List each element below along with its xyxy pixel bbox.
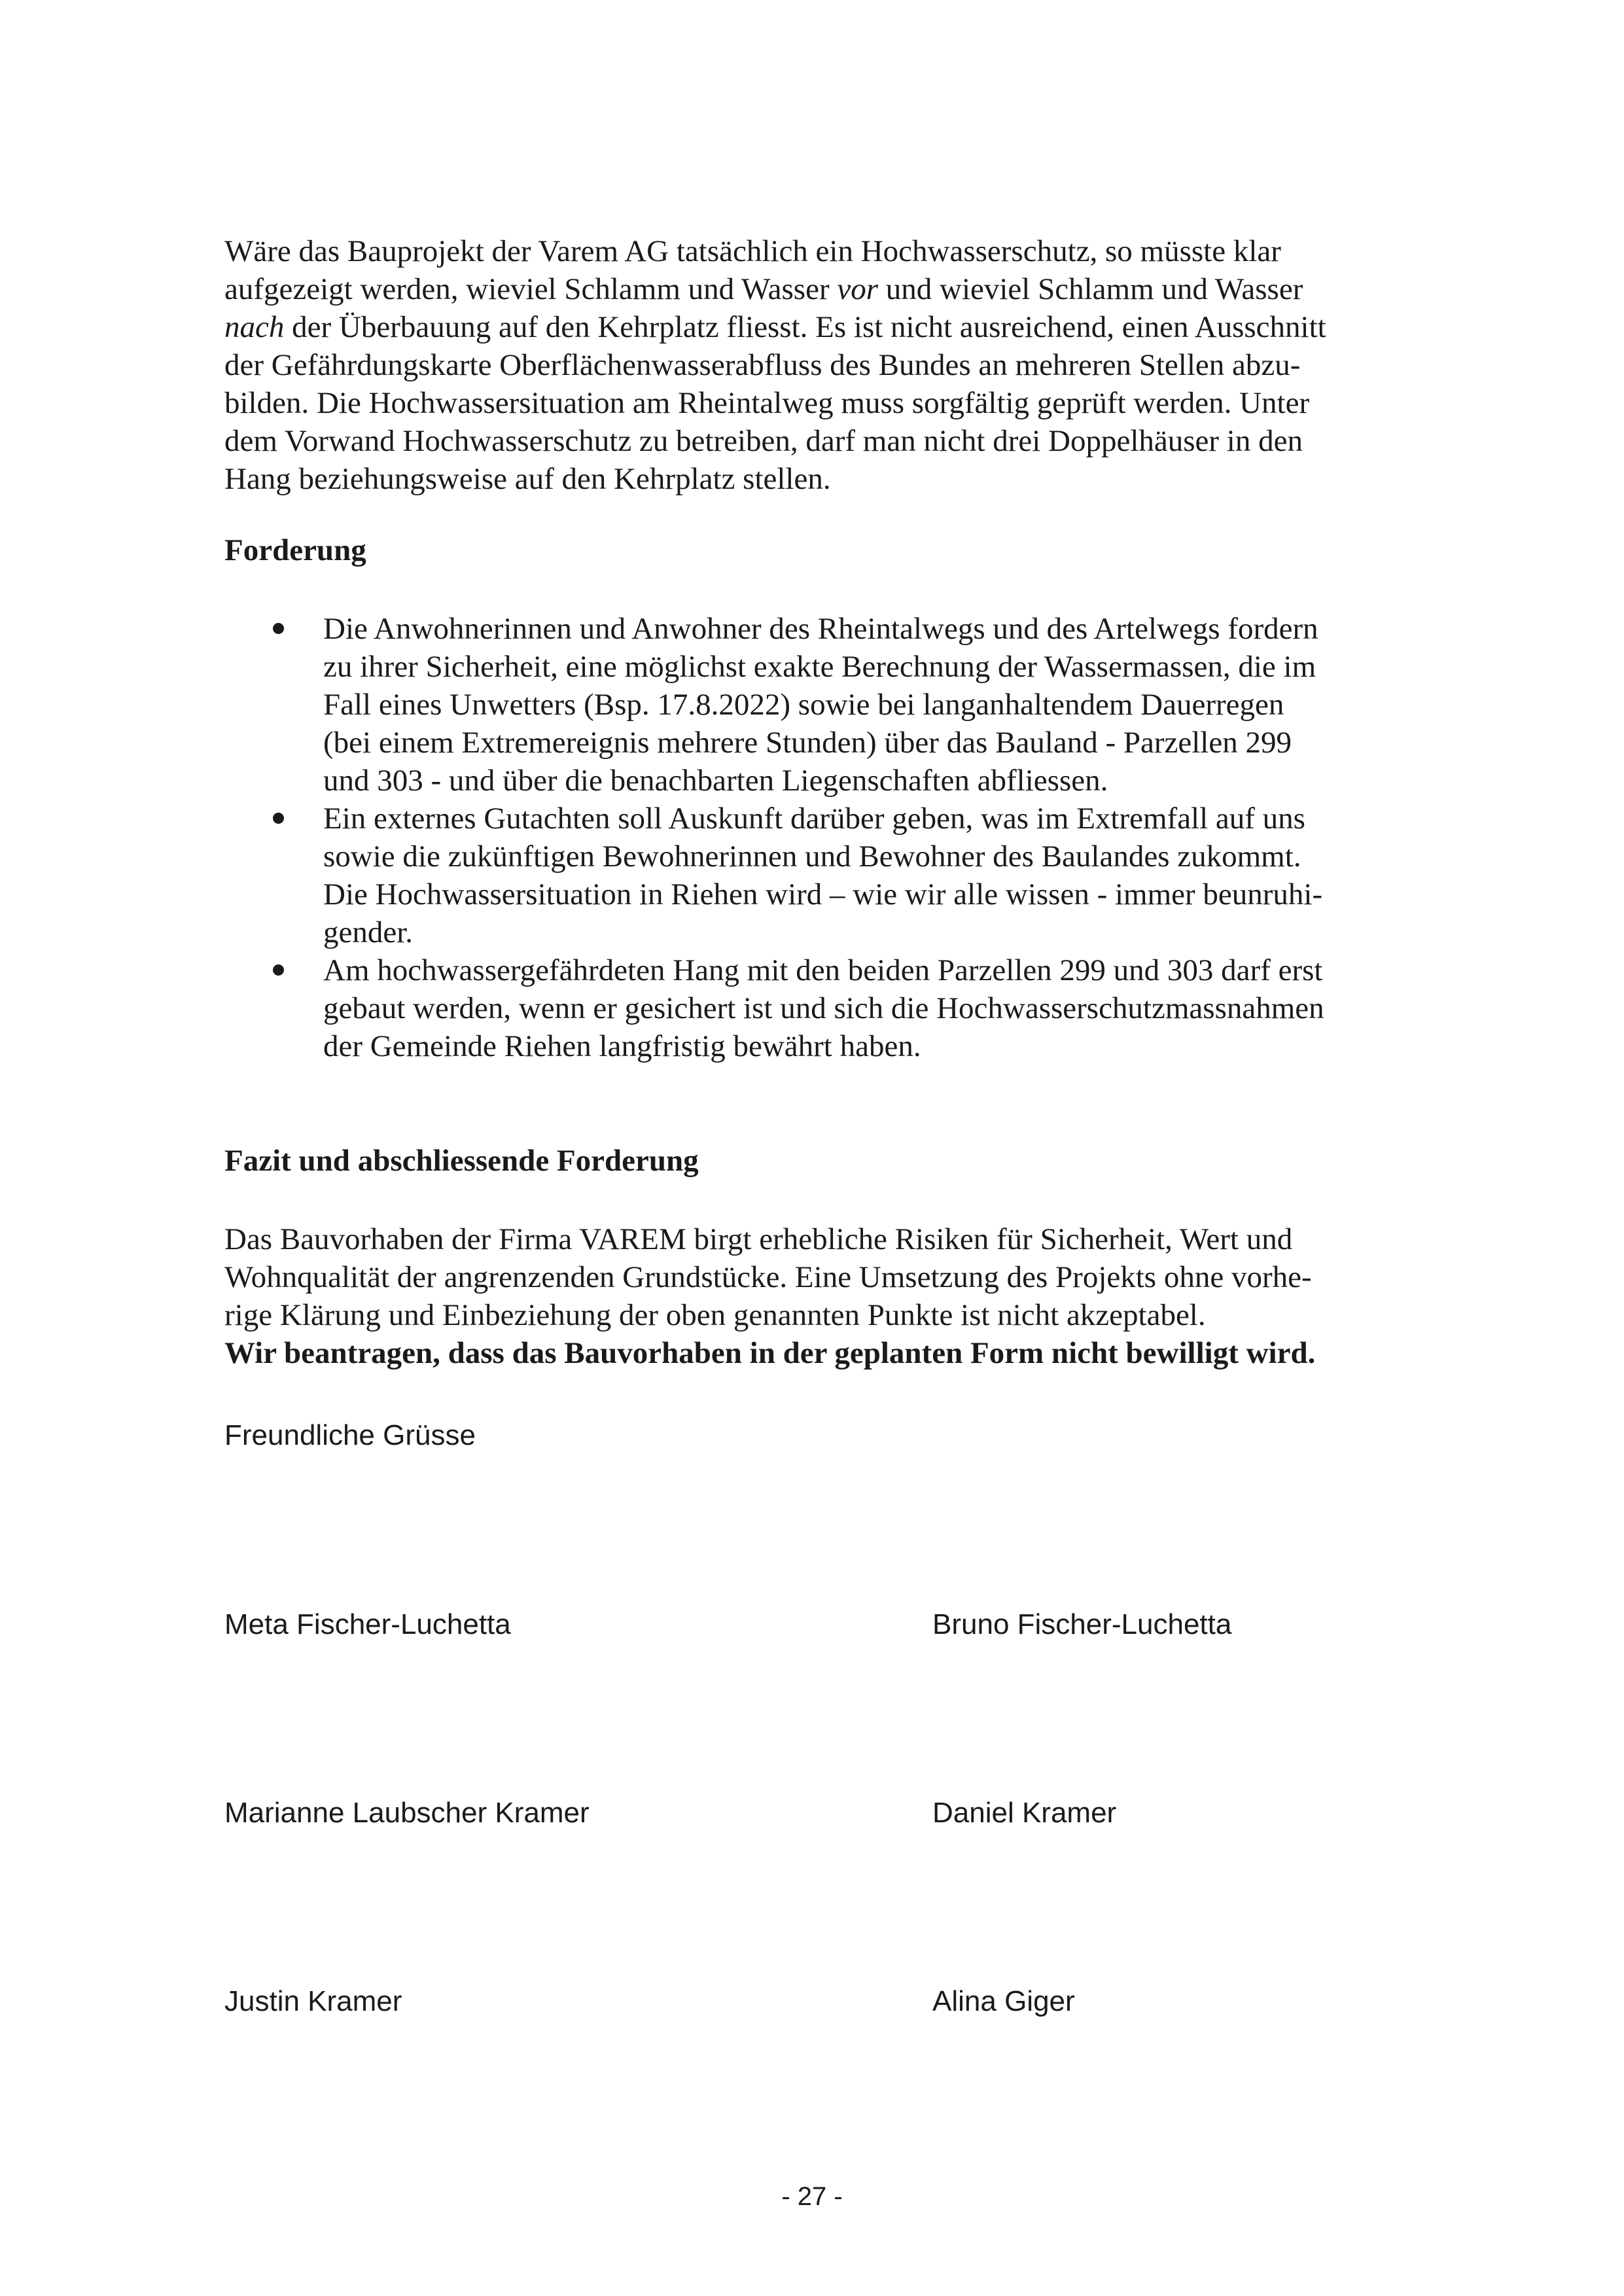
- intro-paragraph: [224, 232, 1409, 498]
- italic-text-run: vor: [837, 272, 879, 306]
- signatory-name: Justin Kramer: [224, 1985, 402, 2017]
- paragraph-line: Das Bauvorhaben der Firma VAREM birgt erhebliche Risiken für Sicherheit, Wert und: [224, 1222, 1293, 1256]
- signatory-name: Alina Giger: [932, 1985, 1075, 2017]
- bullet-item: [224, 800, 1415, 951]
- bullet-line: (bei einem Extremereignis mehrere Stunden) über das Bauland - Parzellen 299: [323, 726, 1292, 760]
- bullet-line: Die Anwohnerinnen und Anwohner des Rheintalwegs und des Artelwegs fordern: [323, 612, 1318, 646]
- bullet-line: Die Hochwassersituation in Riehen wird – wie wir alle wissen - immer beunruhi-: [323, 877, 1323, 911]
- section-heading-forderung: Forderung: [224, 533, 366, 567]
- bullet-line: zu ihrer Sicherheit, eine möglichst exakte Berechnung der Wassermassen, die im: [323, 650, 1316, 684]
- page-number: - 27 -: [781, 2182, 843, 2211]
- signatory-name: Daniel Kramer: [932, 1797, 1117, 1829]
- bullet-line: und 303 - und über die benachbarten Liegenschaften abfliessen.: [323, 764, 1108, 798]
- bullet-item: [224, 951, 1415, 1065]
- bold-request: Wir beantragen, dass das Bauvorhaben in der geplanten Form nicht bewilligt wird.: [224, 1336, 1316, 1370]
- bullet-icon: [273, 623, 284, 634]
- signatory-name: Marianne Laubscher Kramer: [224, 1797, 590, 1829]
- paragraph-line: [224, 308, 1409, 346]
- paragraph-line: Wäre das Bauprojekt der Varem AG tatsächlich ein Hochwasserschutz, so müsste klar: [224, 234, 1281, 268]
- paragraph-line: Hang beziehungsweise auf den Kehrplatz stellen.: [224, 462, 831, 496]
- paragraph-line: bilden. Die Hochwassersituation am Rheintalweg muss sorgfältig geprüft werden. Unter: [224, 386, 1310, 420]
- paragraph-line: der Gefährdungskarte Oberflächenwasserabfluss des Bundes an mehreren Stellen abzu-: [224, 348, 1301, 382]
- paragraph-line: dem Vorwand Hochwasserschutz zu betreiben, darf man nicht drei Doppelhäuser in den: [224, 424, 1303, 458]
- fazit-paragraph: [224, 1220, 1409, 1372]
- bullet-item: [224, 610, 1415, 800]
- text-run: und wieviel Schlamm und Wasser: [878, 272, 1303, 306]
- bullet-line: gender.: [323, 915, 414, 949]
- bullet-line: gebaut werden, wenn er gesichert ist und sich die Hochwasserschutzmassnahmen: [323, 991, 1324, 1025]
- paragraph-line: [224, 270, 1409, 308]
- forderung-bullet-list: [224, 610, 1415, 1065]
- paragraph-line: Wohnqualität der angrenzenden Grundstücke. Eine Umsetzung des Projekts ohne vorhe-: [224, 1260, 1312, 1294]
- bullet-icon: [273, 813, 284, 824]
- bullet-line: Am hochwassergefährdeten Hang mit den beiden Parzellen 299 und 303 darf erst: [323, 953, 1323, 987]
- bullet-line: Fall eines Unwetters (Bsp. 17.8.2022) sowie bei langanhaltendem Dauerregen: [323, 688, 1284, 722]
- text-run: aufgezeigt werden, wieviel Schlamm und Wasser: [224, 272, 838, 306]
- signatory-name: Meta Fischer-Luchetta: [224, 1608, 511, 1640]
- bullet-line: der Gemeinde Riehen langfristig bewährt haben.: [323, 1029, 921, 1063]
- signatory-name: Bruno Fischer-Luchetta: [932, 1608, 1232, 1640]
- text-run: der Überbauung auf den Kehrplatz fliesst. Es ist nicht ausreichend, einen Ausschnitt: [284, 310, 1326, 344]
- closing-greeting: Freundliche Grüsse: [224, 1419, 476, 1451]
- bullet-line: sowie die zukünftigen Bewohnerinnen und Bewohner des Baulandes zukommt.: [323, 839, 1301, 874]
- bullet-line: Ein externes Gutachten soll Auskunft darüber geben, was im Extremfall auf uns: [323, 802, 1305, 836]
- bullet-icon: [273, 964, 284, 976]
- italic-text-run: nach: [224, 310, 285, 344]
- section-heading-fazit: Fazit und abschliessende Forderung: [224, 1144, 699, 1178]
- paragraph-line: rige Klärung und Einbeziehung der oben genannten Punkte ist nicht akzeptabel.: [224, 1298, 1206, 1332]
